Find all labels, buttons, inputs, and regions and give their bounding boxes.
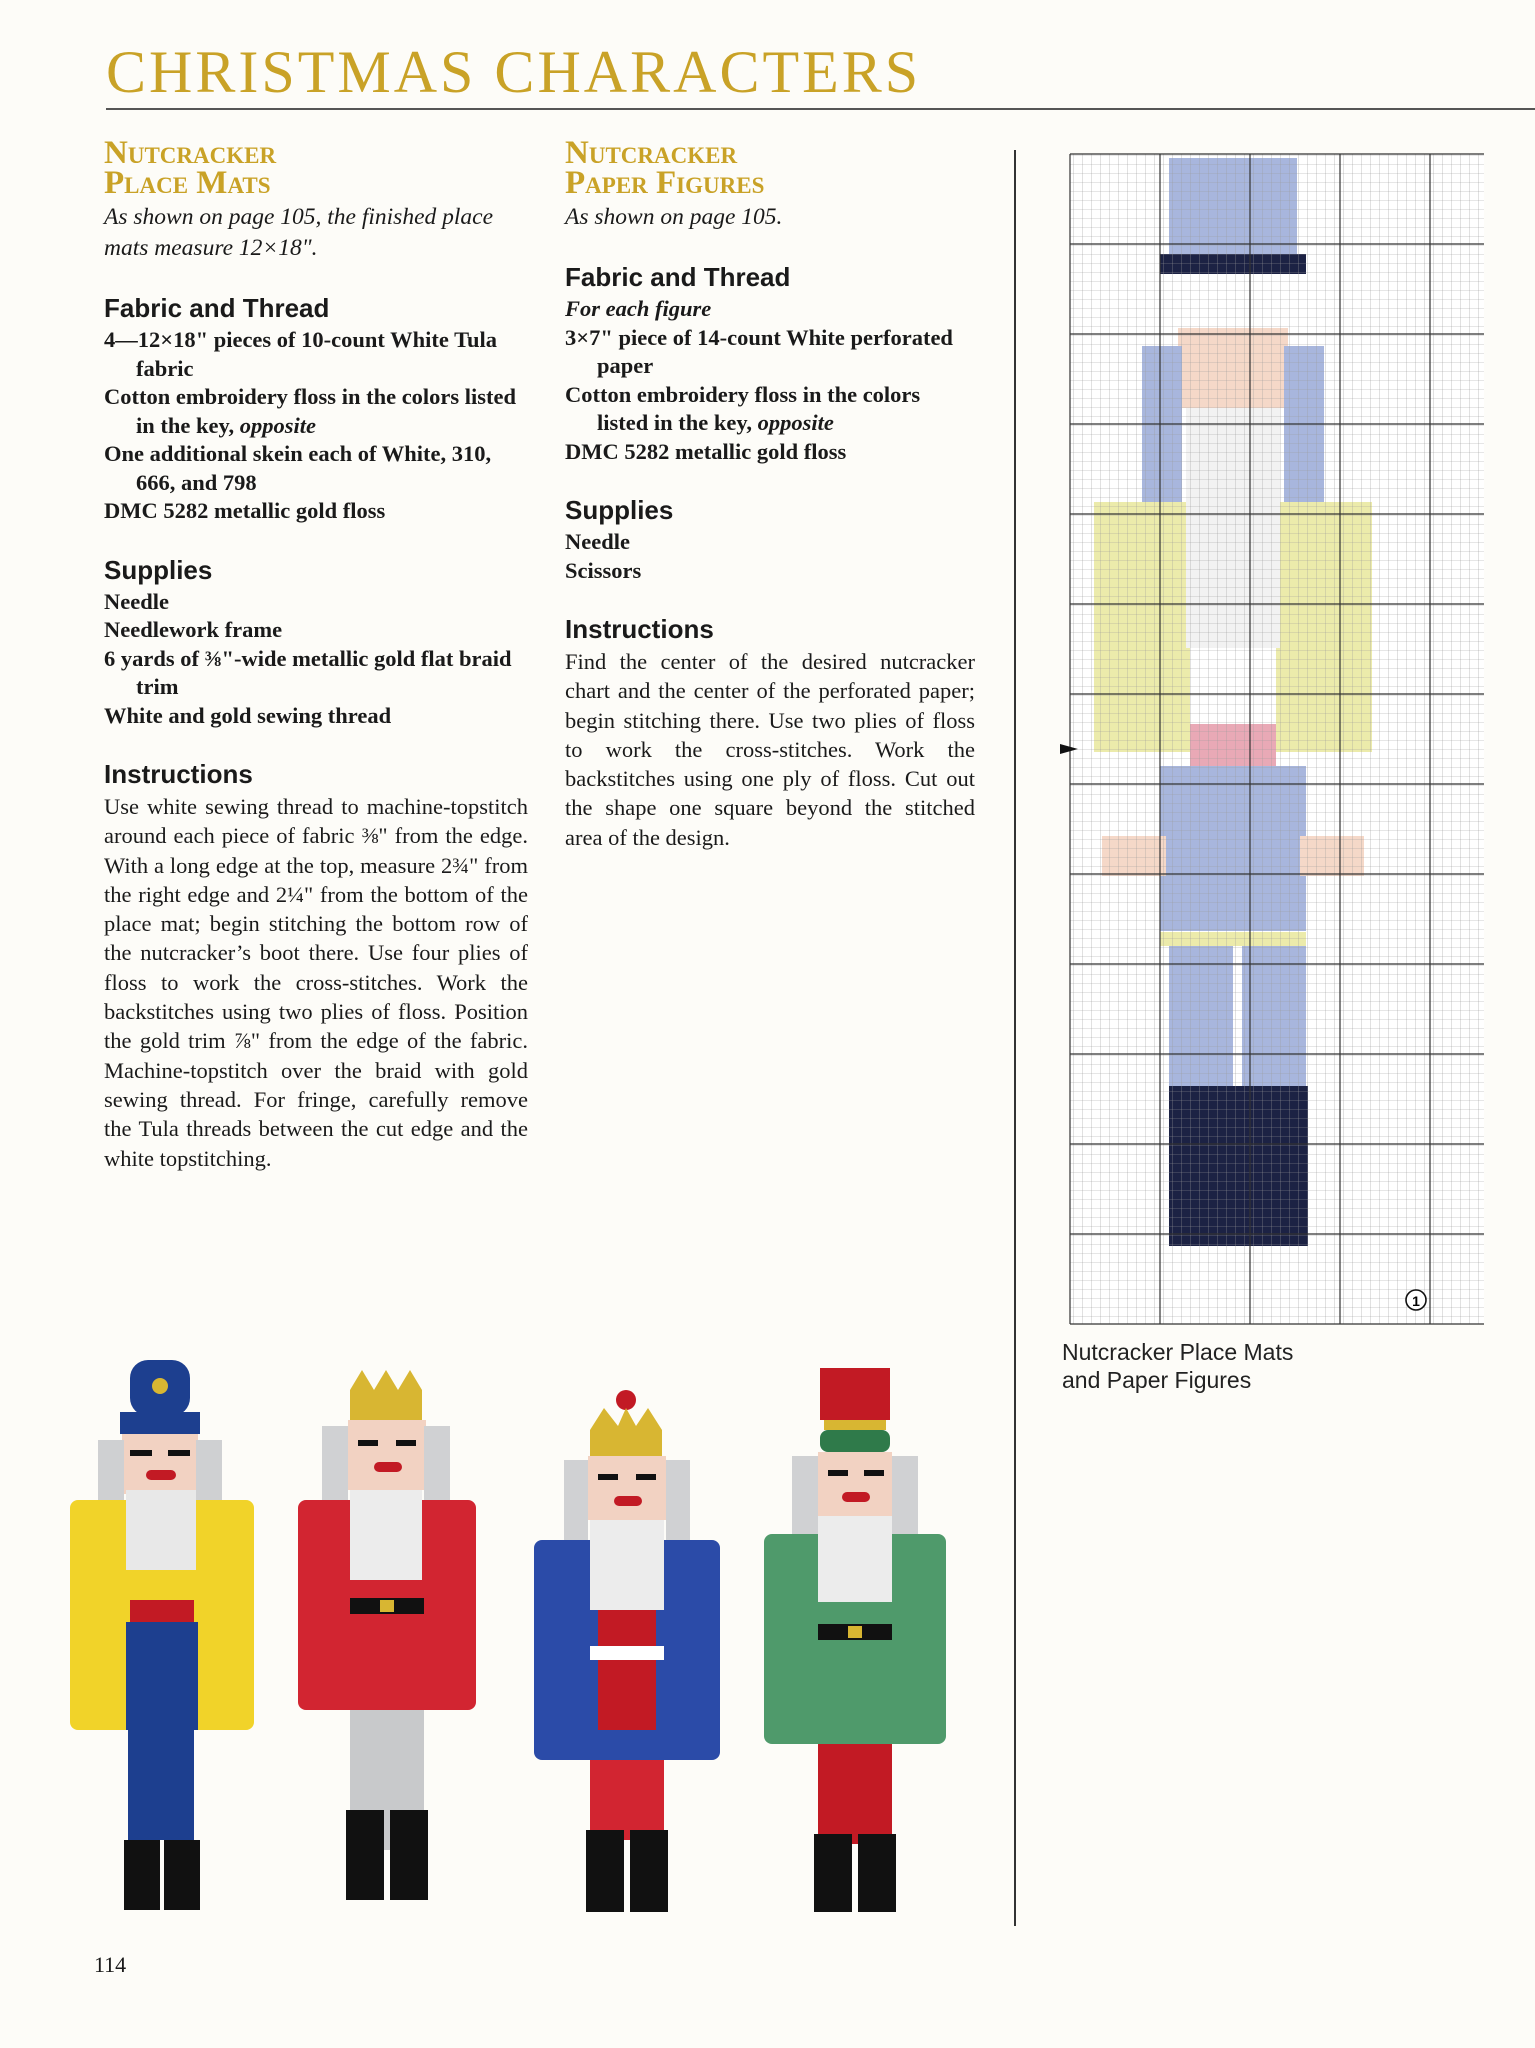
page-number: 114	[94, 1952, 127, 1977]
chart-grid	[1070, 154, 1484, 1324]
nutcracker-green	[764, 1368, 946, 1912]
paper-figures-fabric-list	[565, 295, 975, 466]
chart-caption-line2: and Paper Figures	[1062, 1367, 1252, 1393]
place-mats-instructions-heading: Instructions	[104, 759, 253, 789]
list-item: DMC 5282 metallic gold floss	[104, 498, 386, 523]
place-mats-supplies-list	[104, 588, 528, 731]
paper-figures-fabric-heading: Fabric and Thread	[565, 262, 791, 292]
paper-figures-title-line2: Paper Figures	[565, 165, 765, 201]
paper-figures-title-line1: Nutcracker	[565, 135, 738, 171]
paper-figures-instructions-heading: Instructions	[565, 614, 714, 644]
paper-figures-instructions: Find the center of the desired nutcracker chart and the center of the perforated paper; begin stitching there. Use two plies of floss to work the cross-stitches. Work the backstitches using one ply of floss. Cut out the shape one square beyond the stitched area of the design.	[565, 649, 975, 850]
nutcracker-blue	[534, 1390, 720, 1912]
list-item-text: Cotton embroidery floss in the colors listed in the key,	[104, 384, 517, 438]
nutcracker-yellow	[70, 1360, 254, 1910]
list-item: 6 yards of ⅜"-wide metallic gold flat braid trim	[104, 645, 512, 699]
place-mats-title-line1: Nutcracker	[104, 135, 277, 171]
list-item: 4—12×18" pieces of 10-count White Tula fabric	[104, 327, 498, 381]
list-item: Needle	[104, 588, 169, 614]
nutcracker-photo	[48, 1350, 968, 1930]
list-item: One additional skein each of White, 310, 666, and 798	[104, 441, 492, 495]
place-mats-intro: As shown on page 105, the finished place mats measure 12×18".	[104, 204, 494, 261]
paper-figures-column	[565, 135, 975, 852]
opposite-text: opposite	[239, 412, 317, 438]
place-mats-supplies-heading: Supplies	[104, 554, 213, 585]
place-mats-title	[104, 135, 528, 201]
column-divider	[1014, 150, 1016, 1926]
list-item	[565, 381, 975, 438]
place-mats-column	[104, 135, 528, 1173]
paper-figures-supplies-heading: Supplies	[565, 495, 674, 525]
opposite-text: opposite	[757, 410, 834, 435]
paper-figures-intro: As shown on page 105.	[565, 204, 783, 230]
page-title: CHRISTMAS CHARACTERS	[106, 39, 922, 105]
place-mats-instructions: Use white sewing thread to machine-topstitch around each piece of fabric ⅜" from the edge. With a long edge at the top, measure 2¾" from the right edge and 2¼" from the bottom of the place mat; begin stitching the bottom row of the nutcracker’s boot there. Use four plies of floss to work the cross-stitches. Work the backstitches using two plies of floss. Position the gold trim ⅞" from the edge of the fabric. Machine-topstitch over the braid with gold sewing thread. For fringe, carefully remove the Tula threads between the cut edge and the white topstitching.	[104, 794, 528, 1171]
paper-figures-supplies-list	[565, 528, 975, 585]
list-item: Needle	[565, 529, 630, 554]
chart-graphic	[1046, 146, 1498, 1330]
place-mats-fabric-list	[104, 326, 528, 526]
chart-caption	[1062, 1338, 1462, 1394]
chart-number: 1	[1412, 1293, 1420, 1309]
list-item: For each figure	[565, 296, 712, 321]
nutcracker-red	[298, 1370, 476, 1900]
list-item: White and gold sewing thread	[104, 702, 392, 728]
paper-figures-title	[565, 135, 975, 201]
place-mats-fabric-heading: Fabric and Thread	[104, 293, 330, 323]
list-item: 3×7" piece of 14-count White perforated paper	[565, 324, 953, 378]
place-mats-title-line2: Place Mats	[104, 165, 271, 201]
title-rule	[106, 108, 1535, 110]
nutcracker-photo-graphic	[48, 1350, 968, 1930]
cross-stitch-chart	[1046, 146, 1498, 1330]
list-item	[104, 383, 528, 440]
list-item: Needlework frame	[104, 617, 283, 642]
chart-caption-line1: Nutcracker Place Mats	[1062, 1339, 1294, 1365]
list-item: Scissors	[565, 557, 642, 583]
list-item-text: Cotton embroidery floss in the colors listed in the key,	[565, 381, 921, 435]
list-item: DMC 5282 metallic gold floss	[565, 438, 847, 464]
